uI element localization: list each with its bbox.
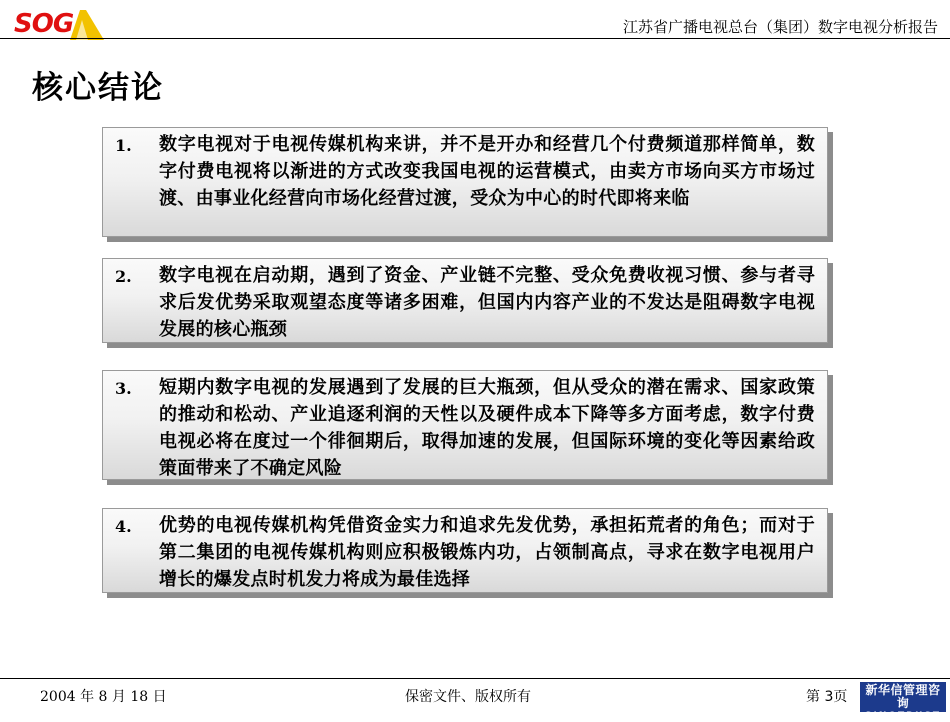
conclusion-box: [102, 370, 828, 480]
conclusion-number: 3.: [115, 379, 132, 398]
conclusion-number: 4.: [115, 517, 132, 536]
logo-text: SOG: [14, 9, 74, 39]
report-title: 江苏省广播电视总台（集团）数字电视分析报告: [622, 18, 938, 36]
confidential-notice: 保密文件、版权所有: [405, 689, 531, 705]
page-title: 核心结论: [32, 70, 164, 106]
conclusion-number: 2.: [115, 267, 132, 286]
conclusion-number: 1.: [115, 136, 132, 155]
conclusion-box: [102, 508, 828, 593]
footer-date: 2004 年 8 月 18 日: [40, 689, 167, 705]
logo-swoosh-icon: [66, 6, 106, 42]
footer-divider: [0, 678, 950, 679]
conclusion-text: 数字电视对于电视传媒机构来讲，并不是开办和经营几个付费频道那样简单，数字付费电视将以渐进的方式改变我国电视的运营模式，由卖方市场向买方市场过渡、由事业化经营向市场化经营过渡，受众为中心的时代即将来临: [159, 134, 815, 209]
sinotrust-logo: [860, 682, 946, 721]
header-divider: [0, 38, 950, 39]
page-number: 第 3页: [806, 689, 848, 705]
conclusion-text: 短期内数字电视的发展遇到了发展的巨大瓶颈，但从受众的潜在需求、国家政策的推动和松动、产业追逐利润的天性以及硬件成本下降等多方面考虑，数字付费电视必将在度过一个徘徊期后，取得加速的发展，但国际环境的变化等因素给政策面带来了不确定风险: [159, 377, 815, 479]
conclusion-text: 数字电视在启动期，遇到了资金、产业链不完整、受众免费收视习惯、参与者寻求后发优势采取观望态度等诸多困难，但国内内容产业的不发达是阻碍数字电视发展的核心瓶颈: [159, 265, 815, 340]
sinotrust-logo-en: SINOTRUST: [864, 711, 941, 721]
conclusion-box: [102, 258, 828, 343]
sinotrust-logo-cn: 新华信管理咨询: [865, 683, 941, 710]
company-logo: [6, 4, 102, 40]
conclusion-box: [102, 127, 828, 237]
conclusion-text: 优势的电视传媒机构凭借资金实力和追求先发优势，承担拓荒者的角色；而对于第二集团的电视传媒机构则应积极锻炼内功，占领制高点，寻求在数字电视用户增长的爆发点时机发力将成为最佳选择: [159, 515, 815, 590]
